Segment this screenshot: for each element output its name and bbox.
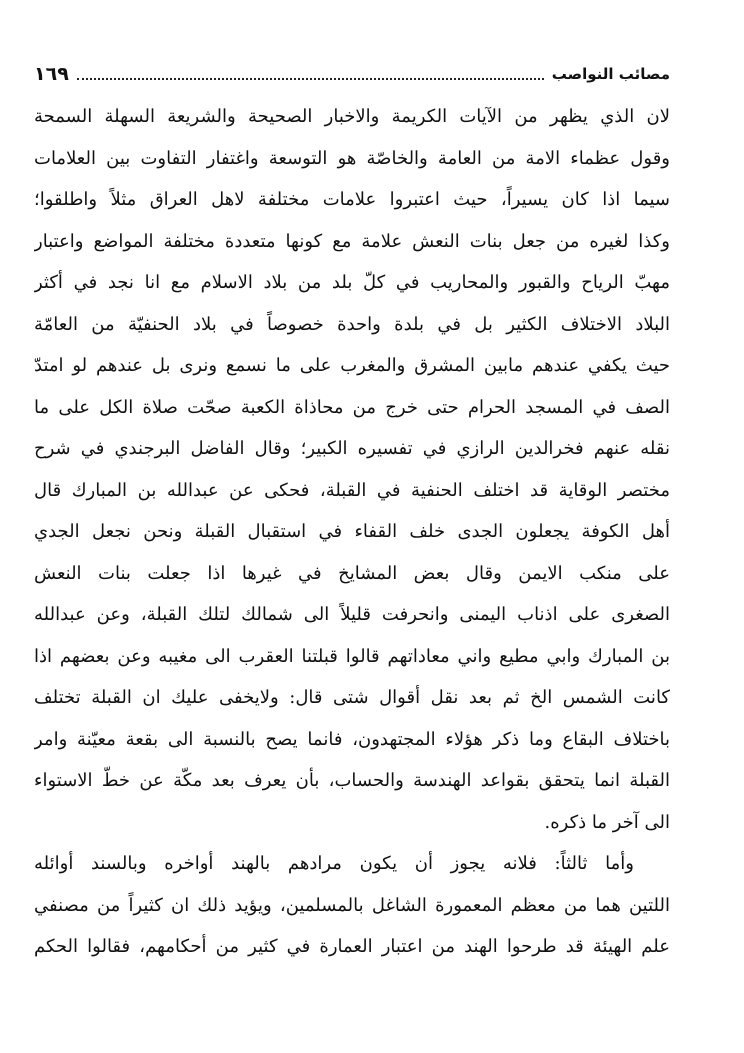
body-text: [34, 96, 670, 968]
leader-dots: [77, 77, 544, 80]
text-line: سيما اذا كان يسيراً، حيث اعتبروا علامات مختلفة لاهل العراق مثلاً واطلقوا؛: [34, 189, 670, 210]
text-line: باختلاف البقاع وما ذكر هؤلاء المجتهدون، فانما يصح بالنسبة الى بقعة معيّنة وامر: [34, 728, 670, 750]
text-line: نقله عنهم فخرالدين الرازي في تفسيره الكبير؛ وقال الفاضل البرجندي في شرح: [34, 438, 670, 459]
text-line: اللتين هما من معظم المعمورة الشاغل بالمسلمين، ويؤيد ذلك ان كثيراً من مصنفي: [34, 894, 670, 916]
text-line: كانت الشمس الخ ثم بعد نقل أقوال شتى قال: ولايخفى عليك ان القبلة تختلف: [34, 687, 670, 708]
text-line: أهل الكوفة يجعلون الجدى خلف القفاء في استقبال القبلة ونحن نجعل الجدي: [34, 521, 670, 542]
text-line: علم الهيئة قد طرحوا الهند من اعتبار العمارة في كثير من أحكامهم، فقالوا الحكم: [34, 936, 670, 957]
paragraph-start-line: وأما ثالثاً: فلانه يجوز أن يكون مرادهم بالهند أواخره وبالسند أوائله: [34, 853, 634, 874]
text-line: بن المبارك وابي مطيع واني معاداتهم قالوا قبلتنا العقرب الى مغيبه وعن بعضهم اذا: [34, 645, 670, 667]
text-line: حيث يكفي عندهم مابين المشرق والمغرب على ما نسمع ونرى بل عندهم لو امتدّ: [34, 355, 670, 376]
text-line: وكذا لغيره من جعل بنات النعش علامة مع كونها متعددة مختلفة المواضع واعتبار: [34, 230, 670, 252]
text-line: مهبّ الرياح والقبور والمحاريب في كلّ بلد من بلاد الاسلام مع انا نجد في أكثر: [34, 272, 670, 293]
text-line: لان الذي يظهر من الآيات الكريمة والاخبار الصحيحة والشريعة السهلة السمحة: [34, 106, 670, 127]
text-line: على منكب الايمن وقال بعض المشايخ في غيرها اذا جعلت بنات النعش: [34, 562, 670, 584]
running-title: مصائب النواصب: [551, 65, 670, 83]
page-number: ١٦٩: [34, 63, 69, 85]
text-line: وقول عظماء الامة من العامة والخاصّة هو التوسعة واغتفار التفاوت بين العلامات: [34, 147, 670, 169]
text-line: الصغرى على اذناب اليمنى وانحرفت قليلاً الى شمالك لتلك القبلة، وعن عبدالله: [34, 604, 670, 625]
text-line: مختصر الوقاية قد اختلف الحنفية في القبلة، فحكى عن عبدالله بن المبارك قال: [34, 479, 670, 501]
text-line: البلاد الاختلاف الكثير بل في بلدة واحدة خصوصاً في بلاد الحنفيّة من العامّة: [34, 313, 670, 335]
text-line: الصف في المسجد الحرام حتى خرج من محاذاة الكعبة صحّت صلاة الكل على ما: [34, 396, 670, 418]
paragraph-end-line: الى آخر ما ذكره.: [544, 811, 670, 833]
text-line: القبلة انما يتحقق بقواعد الهندسة والحساب، بأن يعرف بعد مكّة عن خطّ الاستواء: [34, 770, 670, 791]
running-header: [34, 58, 670, 90]
